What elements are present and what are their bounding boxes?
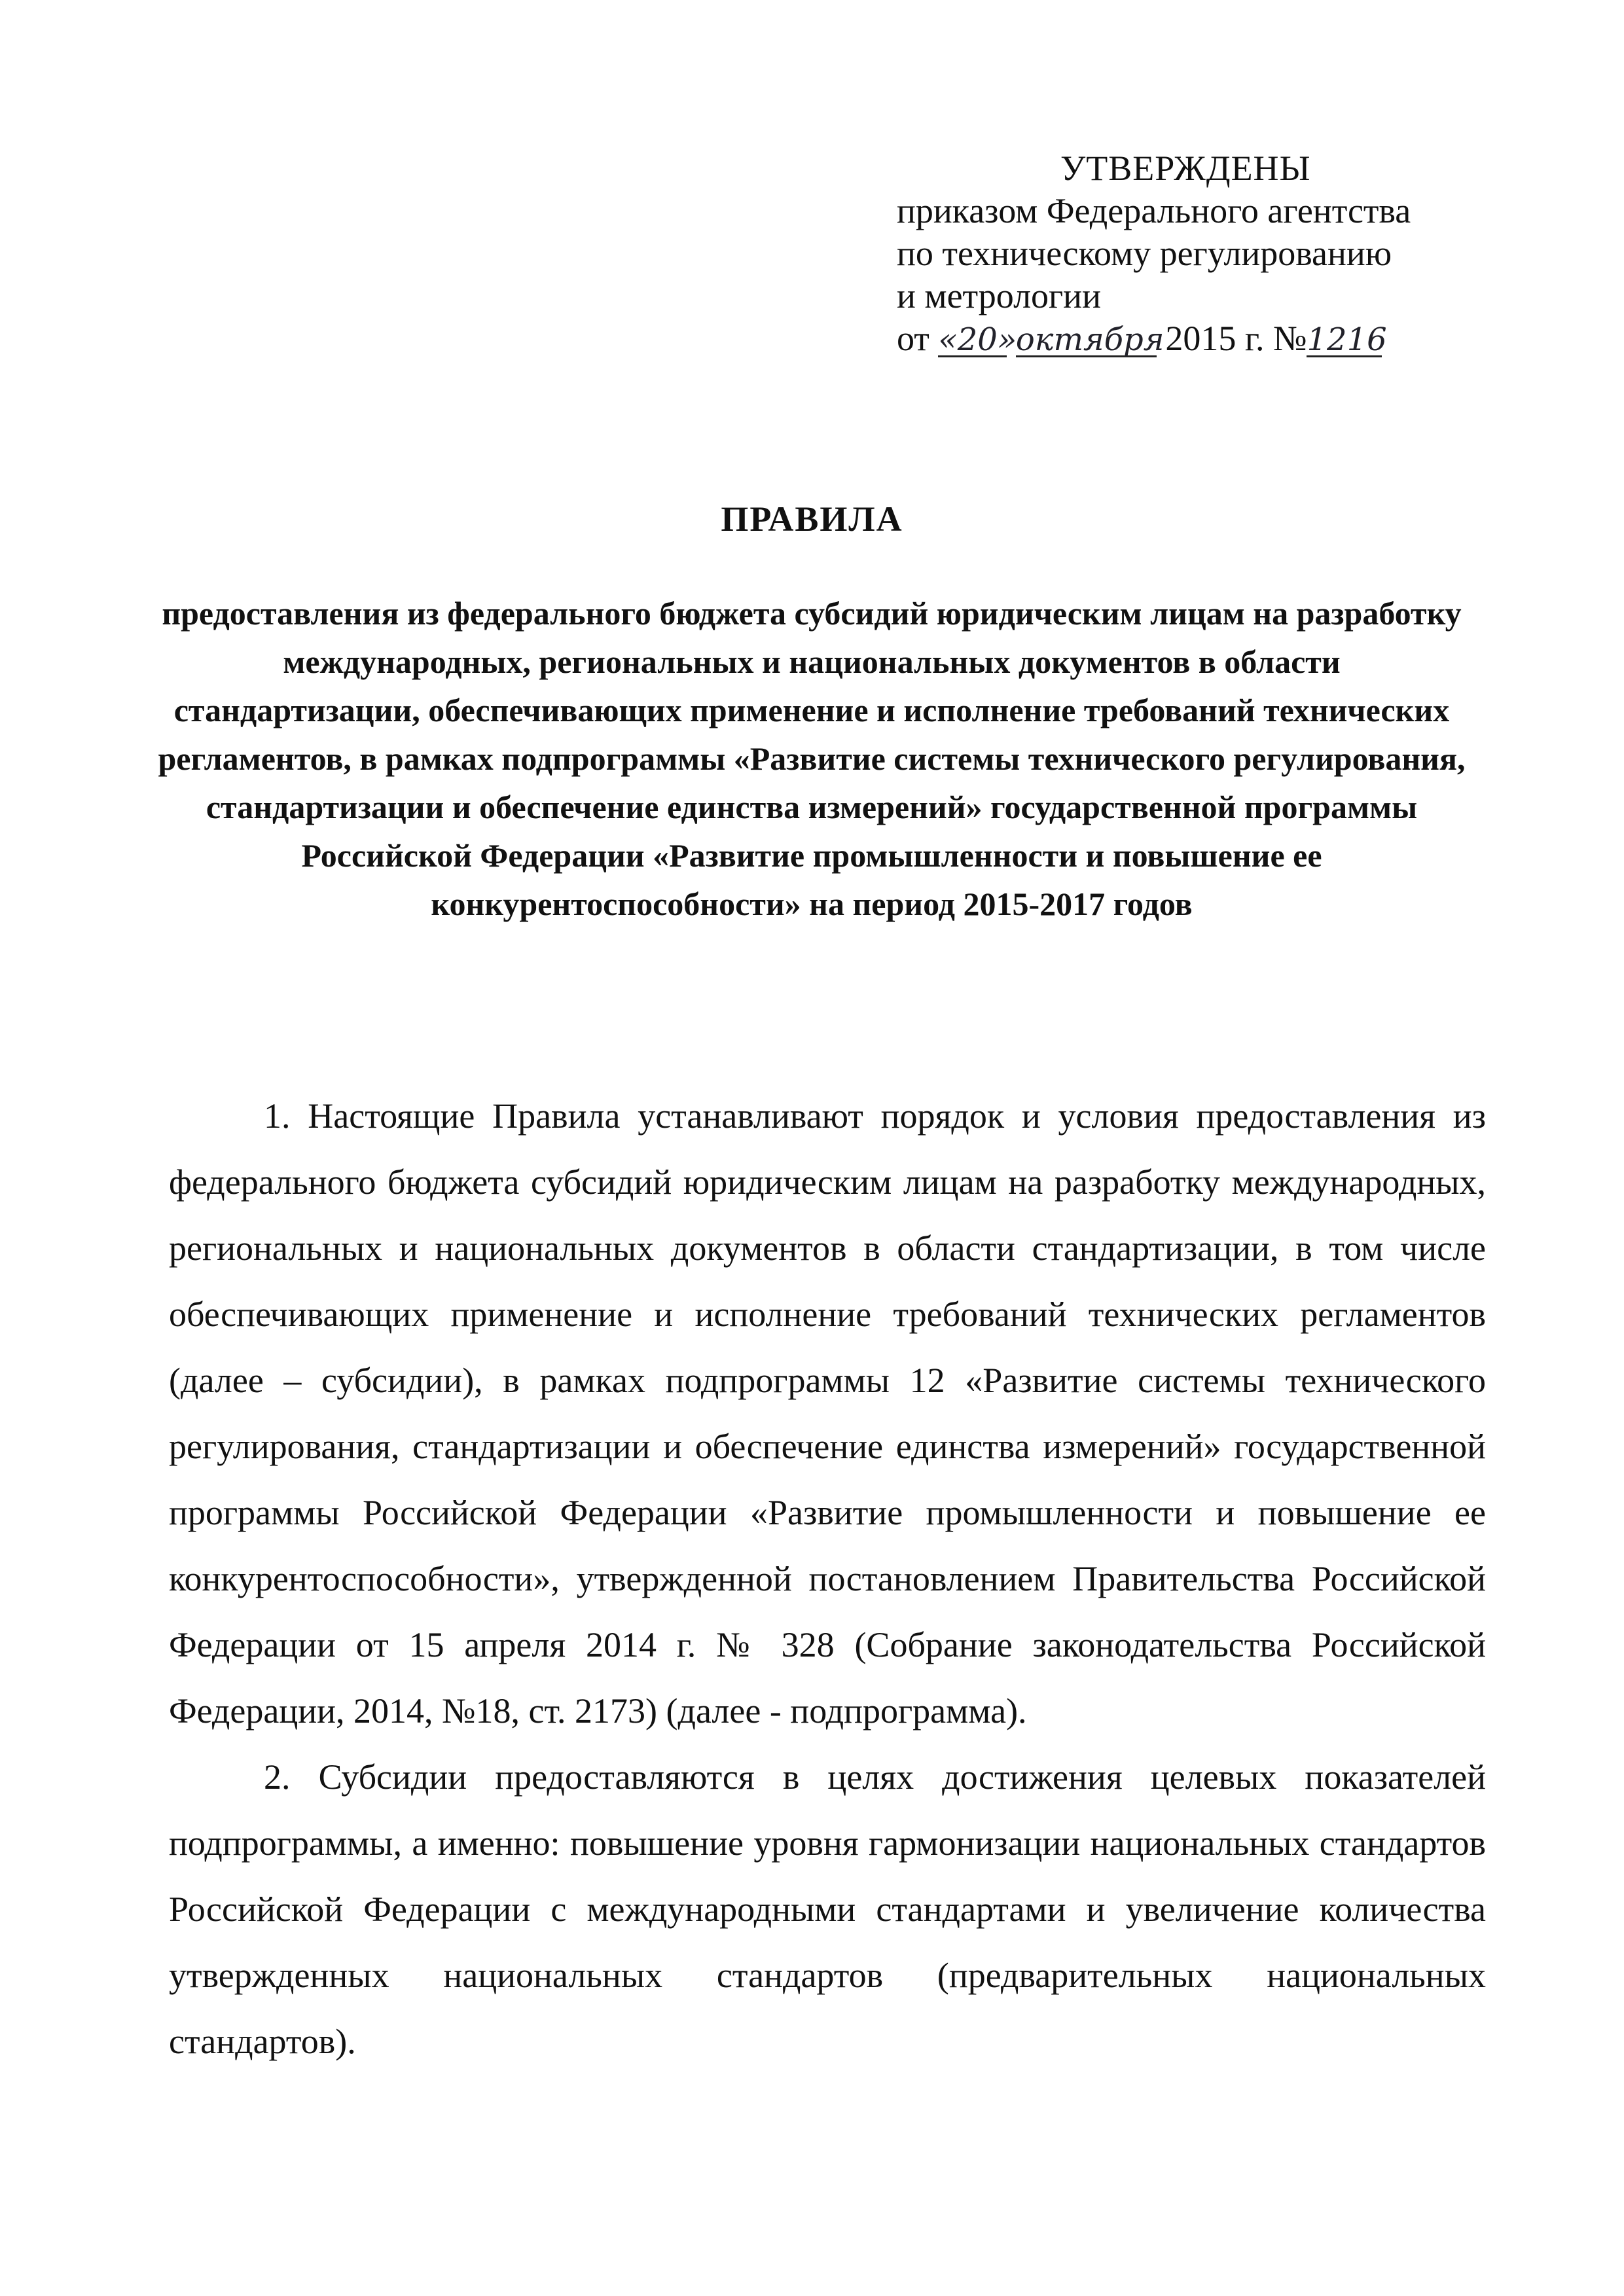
date-day-handwritten: «20» — [938, 321, 1017, 358]
approval-date-line — [897, 317, 1551, 360]
date-month-handwritten: октября — [1015, 321, 1164, 358]
document-title: ПРАВИЛА — [721, 499, 903, 539]
paragraph-2: 2. Субсидии предоставляются в целях достижения целевых показателей подпрограммы, а именно: повышение уровня гармонизации национальных стандартов Российской Федерации с международными стандартами и увеличение количества утвержденных национальных стандартов (предварительных национальных стандартов). — [169, 1757, 1486, 2061]
document-subtitle: предоставления из федерального бюджета субсидий юридическим лицам на разработку международных, региональных и национальных документов в области стандартизации, обеспечивающих применение и исполнение требований технических регламентов, в рамках подпрограммы «Развитие системы технического регулирования, стандартизации и обеспечение единства измерений» государственной программы Российской Федерации «Развитие промышленности и повышение ее конкурентоспособности» на период 2015-2017 годов — [158, 595, 1466, 922]
approval-heading: УТВЕРЖДЕНЫ — [1060, 149, 1311, 188]
approval-block — [897, 147, 1551, 360]
approval-line-3: и метрологии — [897, 276, 1101, 315]
approval-line-1: приказом Федерального агентства — [897, 191, 1411, 230]
date-prefix: от — [897, 319, 929, 358]
paragraph-1: 1. Настоящие Правила устанавливают порядок и условия предоставления из федерального бюджета субсидий юридическим лицам на разработку международных, региональных и национальных документов в области стандартизации, в том числе обеспечивающих применение и исполнение требований технических регламентов (далее – субсидии), в рамках подпрограммы 12 «Развитие системы технического регулирования, стандартизации и обеспечение единства измерений» государственной программы Российской Федерации «Развитие промышленности и повышение ее конкурентоспособности», утвержденной постановлением Правительства Российской Федерации от 15 апреля 2014 г. № 328 (Собрание законодательства Российской Федерации, 2014, №18, ст. 2173) (далее - подпрограмма). — [169, 1096, 1486, 1731]
approval-line-2: по техническому регулированию — [897, 234, 1392, 273]
date-year: 2015 г. № — [1165, 319, 1307, 358]
document-body — [169, 1083, 1486, 2075]
order-number-handwritten: 1216 — [1307, 321, 1387, 358]
